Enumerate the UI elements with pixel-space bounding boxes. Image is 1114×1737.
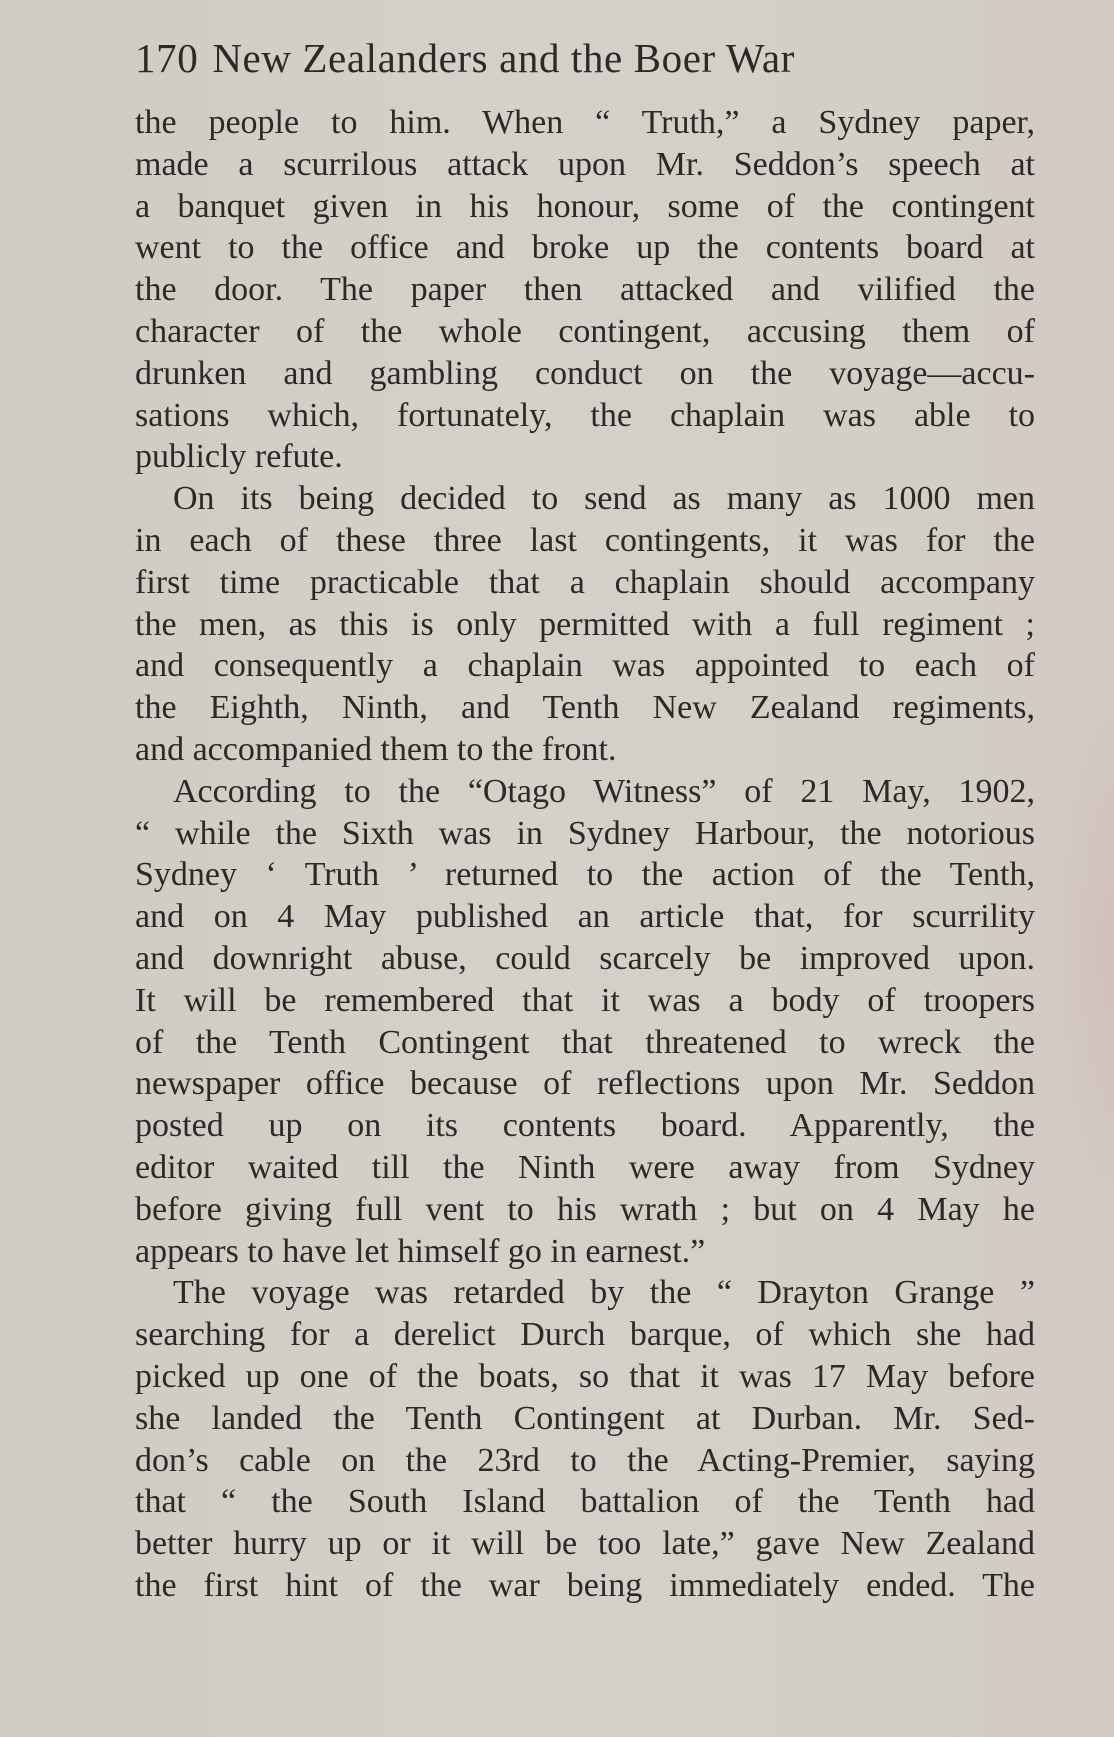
text-line: she landed the Tenth Contingent at Durban. Mr. Sed- [135, 1399, 1035, 1437]
text-line: On its being decided to send as many as 1000 men [173, 480, 1035, 518]
text-line: The voyage was retarded by the “ Drayton Grange ” [173, 1274, 1035, 1312]
text-line: sations which, fortunately, the chaplain was able to [135, 396, 1035, 434]
text-line: According to the “Otago Witness” of 21 May, 1902, [173, 772, 1035, 810]
running-title: New Zealanders and the Boer War [212, 35, 795, 81]
text-line: Sydney ‘ Truth ’ returned to the action of the Tenth, [135, 856, 1035, 894]
text-line: made a scurrilous attack upon Mr. Seddon’s speech at [135, 145, 1035, 183]
text-line: and on 4 May published an article that, for scurrility [135, 898, 1035, 936]
text-line: and downright abuse, could scarcely be improved upon. [135, 939, 1035, 977]
text-line: in each of these three last contingents, it was for the [135, 521, 1035, 559]
text-line: publicly refute. [135, 438, 343, 476]
text-line: “ while the Sixth was in Sydney Harbour, the notorious [135, 814, 1035, 852]
text-line: character of the whole contingent, accusing them of [135, 312, 1035, 350]
running-head [135, 30, 985, 86]
text-line: the Eighth, Ninth, and Tenth New Zealand regiments, [135, 689, 1035, 727]
text-line: drunken and gambling conduct on the voyage—accu- [135, 354, 1035, 392]
text-line: before giving full vent to his wrath ; but on 4 May he [135, 1190, 1035, 1228]
text-line: and accompanied them to the front. [135, 730, 617, 768]
text-line: went to the office and broke up the contents board at [135, 229, 1035, 267]
text-line: don’s cable on the 23rd to the Acting-Premier, saying [135, 1441, 1035, 1479]
text-line: of the Tenth Contingent that threatened to wreck the [135, 1023, 1035, 1061]
text-line: better hurry up or it will be too late,” gave New Zealand [135, 1525, 1035, 1563]
page-number: 170 [135, 35, 199, 81]
text-line: and consequently a chaplain was appointed to each of [135, 647, 1035, 685]
text-line: the men, as this is only permitted with a full regiment ; [135, 605, 1035, 643]
text-line: the door. The paper then attacked and vilified the [135, 271, 1035, 309]
text-line: It will be remembered that it was a body of troopers [135, 981, 1035, 1019]
body-text [135, 102, 1035, 1607]
text-line: picked up one of the boats, so that it was 17 May before [135, 1357, 1035, 1395]
text-line: searching for a derelict Durch barque, of which she had [135, 1316, 1035, 1354]
text-line: the people to him. When “ Truth,” a Sydney paper, [135, 104, 1035, 141]
text-line: posted up on its contents board. Apparently, the [135, 1107, 1035, 1145]
text-line: newspaper office because of reflections upon Mr. Seddon [135, 1065, 1035, 1103]
text-line: a banquet given in his honour, some of the contingent [135, 187, 1035, 225]
text-line: first time practicable that a chaplain should accompany [135, 563, 1035, 601]
text-line: editor waited till the Ninth were away from Sydney [135, 1148, 1035, 1186]
text-line: that “ the South Island battalion of the Tenth had [135, 1483, 1035, 1521]
text-line: the first hint of the war being immediately ended. The [135, 1566, 1035, 1604]
text-line: appears to have let himself go in earnest.” [135, 1232, 706, 1270]
